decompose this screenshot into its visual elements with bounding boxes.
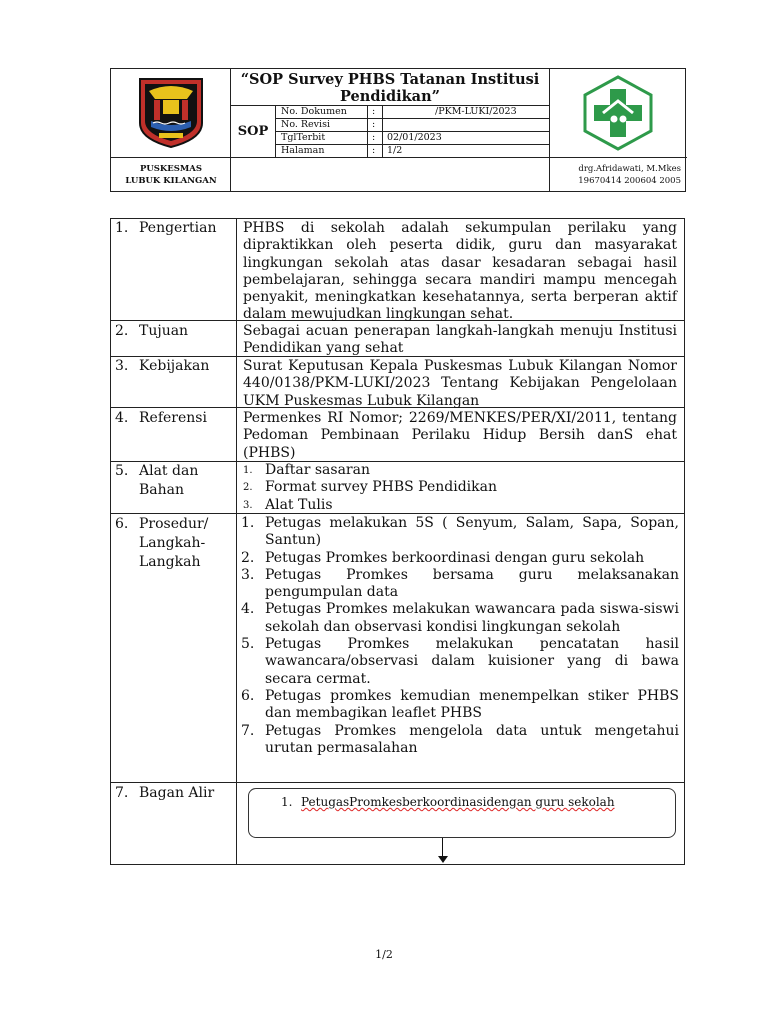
tools-list	[241, 462, 679, 514]
flow-arrow-line	[442, 838, 443, 858]
list-item: 5. Petugas Promkes melakukan pencatatan hasil wawancara/observasi dalam kuisioner yang di bawa secara cermat.	[241, 636, 679, 687]
meta-key: No. Revisi	[281, 119, 330, 130]
section-label-kebijakan	[115, 357, 233, 376]
flow-arrow-head-icon	[438, 856, 448, 863]
section-text-kebijakan: Surat Keputusan Kepala Puskesmas Lubuk Kilangan Nomor 440/0138/PKM-LUKI/2023 Tentang Kebijakan Pengelolaan UKM Puskesmas Lubuk Kilangan	[243, 358, 677, 409]
head-name: drg.Afridawati, M.Mkes	[578, 164, 681, 174]
list-item-text: Daftar sasaran	[265, 462, 370, 478]
head-signature-block	[549, 157, 687, 193]
section-title: Tujuan	[139, 323, 189, 339]
meta-value: 02/01/2023	[387, 132, 442, 143]
section-label-bagan-alir	[115, 784, 233, 803]
section-number: 1.	[115, 220, 129, 236]
list-item: 2. Petugas Promkes berkoordinasi dengan guru sekolah	[241, 549, 645, 566]
list-item: 1. Petugas melakukan 5S ( Senyum, Salam, Sapa, Sopan, Santun)	[241, 515, 679, 549]
page-number: 1/2	[375, 948, 393, 961]
meta-colon: :	[372, 145, 376, 156]
list-item: 7. Petugas Promkes mengelola data untuk mengetahui urutan permasalahan	[241, 722, 679, 756]
list-item-text: Petugas Promkes bersama guru melaksanakan pengumpulan data	[265, 566, 679, 601]
list-item-text: Petugas melakukan 5S ( Senyum, Salam, Sapa, Sopan, Santun)	[265, 515, 679, 549]
org-line: PUSKESMAS	[139, 164, 203, 174]
list-item: 3. Petugas Promkes bersama guru melaksanakan pengumpulan data	[241, 566, 679, 601]
meta-key: TglTerbit	[281, 132, 326, 143]
list-item: 4. Petugas Promkes melakukan wawancara pada siswa-siswi sekolah dan observasi kondisi lingkungan sekolah	[241, 601, 679, 635]
organization-name	[111, 157, 231, 193]
section-label-pengertian	[115, 219, 233, 238]
sop-label: SOP	[237, 123, 269, 139]
flowchart-step-box	[248, 788, 676, 838]
list-item-text: Petugas Promkes mengelola data untuk mengetahui urutan permasalahan	[265, 722, 679, 756]
section-title: Alat dan Bahan	[139, 463, 199, 498]
divider	[236, 219, 237, 864]
list-item-text: Petugas Promkes melakukan pencatatan hasil wawancara/observasi dalam kuisioner yang di bawa secara cermat.	[265, 636, 679, 687]
meta-key: Halaman	[281, 145, 325, 156]
sop-header	[110, 68, 686, 192]
list-item: 2. Format survey PHBS Pendidikan	[243, 479, 497, 496]
list-item: 1. Daftar sasaran	[243, 462, 370, 478]
section-title: Referensi	[139, 410, 207, 426]
list-item-text: Alat Tulis	[265, 496, 333, 513]
section-text-tujuan: Sebagai acuan penerapan langkah-langkah menuju Institusi Pendidikan yang sehat	[243, 323, 677, 357]
section-number: 4.	[115, 410, 129, 426]
org-line: LUBUK KILANGAN	[125, 176, 217, 186]
head-nip: 19670414 200604 2005	[578, 176, 681, 186]
meta-key: No. Dokumen	[281, 106, 347, 117]
list-item-text: Petugas Promkes melakukan wawancara pada siswa-siswi sekolah dan observasi kondisi lingkungan sekolah	[265, 601, 679, 635]
document-title: “SOP Survey PHBS Tatanan Institusi Pendidikan”	[240, 71, 540, 105]
section-label-alat-bahan	[115, 462, 233, 500]
section-number: 7.	[115, 785, 129, 801]
list-item: 3. Alat Tulis	[243, 496, 333, 513]
section-number: 2.	[115, 323, 129, 339]
list-item-text: Petugas Promkes berkoordinasi dengan guru sekolah	[265, 549, 645, 566]
meta-colon: :	[372, 119, 376, 130]
puskesmas-cross-logo-icon	[581, 75, 655, 151]
sop-content-table	[110, 218, 685, 865]
section-label-prosedur	[115, 515, 233, 572]
section-label-referensi	[115, 409, 233, 428]
section-title: Pengertian	[139, 220, 217, 236]
divider	[111, 782, 684, 783]
section-number: 5.	[115, 463, 129, 479]
flow-step-number: 1.	[281, 795, 293, 809]
meta-value: 1/2	[387, 145, 403, 156]
section-number: 3.	[115, 358, 129, 374]
divider	[382, 105, 383, 157]
flow-step-text: PetugasPromkesberkoordinasidengan guru sekolah	[301, 795, 615, 809]
meta-value: /PKM-LUKI/2023	[435, 106, 517, 117]
list-item: 6. Petugas promkes kemudian menempelkan stiker PHBS dan membagikan leaflet PHBS	[241, 687, 679, 722]
list-item-text: Format survey PHBS Pendidikan	[265, 479, 497, 496]
section-title: Bagan Alir	[139, 785, 215, 801]
list-item-text: Petugas promkes kemudian menempelkan stiker PHBS dan membagikan leaflet PHBS	[265, 687, 679, 722]
meta-colon: :	[372, 106, 376, 117]
section-title: Prosedur/ Langkah-Langkah	[139, 516, 209, 570]
meta-colon: :	[372, 132, 376, 143]
section-text-pengertian: PHBS di sekolah adalah sekumpulan perilaku yang dipraktikkan oleh peserta didik, guru dan masyarakat lingkungan sekolah atas dasar kesadaran sebagai hasil pembelajaran, sehingga secara mandiri mampu mencegah penyakit, meningkatkan kesehatannya, serta berperan aktif dalam mewujudkan lingkungan sehat.	[243, 220, 677, 323]
procedure-list	[241, 515, 679, 757]
section-label-tujuan	[115, 322, 233, 341]
regional-crest-logo	[137, 77, 205, 149]
section-number: 6.	[115, 516, 129, 532]
section-title: Kebijakan	[139, 358, 210, 374]
section-text-referensi: Permenkes RI Nomor; 2269/MENKES/PER/XI/2011, tentang Pedoman Pembinaan Perilaku Hidup Bersih danS ehat (PHBS)	[243, 410, 677, 461]
divider	[367, 105, 368, 157]
